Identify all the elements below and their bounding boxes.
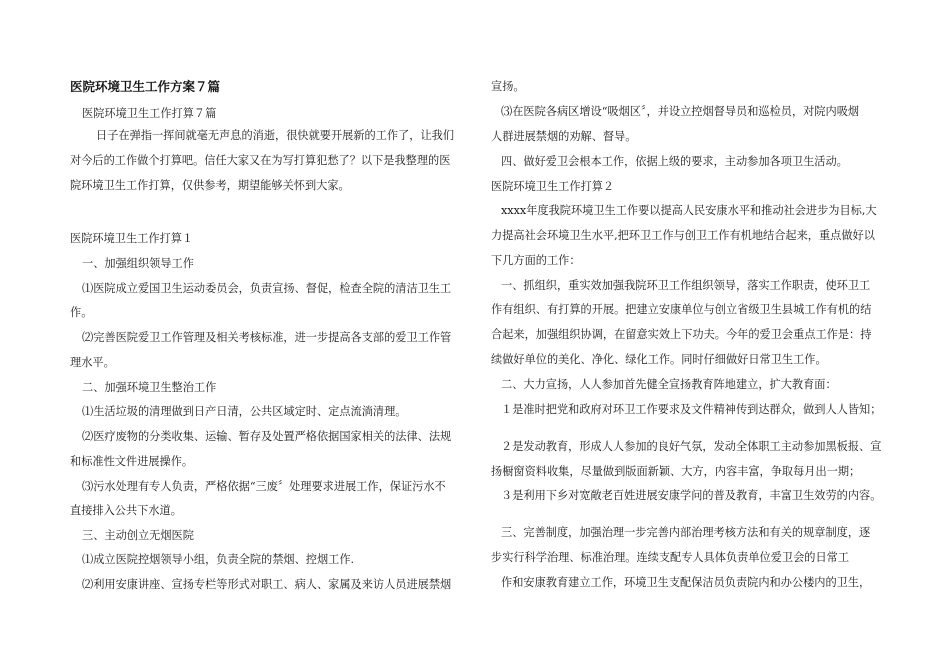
list-item: １是准时把党和政府对环卫工作要求及文件精神传到达群众，做到人人皆知； <box>501 403 882 416</box>
paragraph-line: 作和安康教育建立工作，环境卫生支配保洁员负责院内和办公楼内的卫生， <box>501 576 871 589</box>
paragraph-line: 力提高社会环境卫生水平,把环卫工作与创卫工作有机地结合起来，重点做好以 <box>491 229 875 242</box>
paragraph-line: 作有组织、有打算的开展。把建立安康单位与创立省级卫生县城工作有机的结 <box>491 303 872 316</box>
list-item: ⑴成立医院控烟领导小组，负责全院的禁烟、控烟工作. <box>82 553 355 566</box>
intro-line: 日子在弹指一挥间就毫无声息的消逝，很快就要开展新的工作了，让我们 <box>96 129 455 142</box>
document-title: 医院环境卫生工作方案７篇 <box>70 79 221 94</box>
list-item-cont: 作。 <box>70 306 93 319</box>
document-subtitle: 医院环境卫生工作打算７篇 <box>82 107 217 120</box>
list-item: ２是发动教育，形成人人参加的良好气氛，发动全体职工主动参加黑板报、宣 <box>501 440 882 453</box>
list-item-cont: 理水平。 <box>70 356 115 369</box>
intro-line: 对今后的工作做个打算吧。信任大家又在为写打算犯愁了？以下是我整理的医 <box>70 154 451 167</box>
paragraph-line: 一、抓组织，重实效加强我院环卫工作组织领导，落实工作职责，使环卫工 <box>501 279 871 292</box>
section-heading: 二、大力宣扬，人人参加首先健全宣扬教育阵地建立，扩大教育面： <box>501 378 837 391</box>
list-item-cont: 和标准性文件进展操作。 <box>70 455 194 468</box>
list-item: ⑵医疗废物的分类收集、运输、暂存及处置严格依据国家相关的法律、法规 <box>82 430 452 443</box>
list-item: ⑵完善医院爱卫工作管理及相关考核标准，进一步提高各支部的爱卫工作管 <box>82 331 452 344</box>
list-item: ⑵利用安康讲座、宣扬专栏等形式对职工、病人、家属及来访人员进展禁烟 <box>82 578 452 591</box>
paragraph-line: xxxx年度我院环境卫生工作要以提高人民安康水平和推动社会进步为目标,大 <box>501 204 877 217</box>
section-heading: 三、主动创立无烟医院 <box>82 529 194 542</box>
list-item: ⑶在医院各病区增设“吸烟区〞，并设立控烟督导员和巡检员，对院内吸烟 <box>501 105 860 118</box>
list-item-cont: 宣扬。 <box>491 80 525 93</box>
plan1-heading: 医院环境卫生工作打算１ <box>70 232 194 245</box>
paragraph-line: 合起来，加强组织协调，在留意实效上下功夫。今年的爱卫会重点工作是：持 <box>491 328 872 341</box>
section-heading: 二、加强环境卫生整治工作 <box>82 381 217 394</box>
list-item-cont: 人群进展禁烟的劝解、督导。 <box>491 130 637 143</box>
paragraph-line: 步实行科学治理、标准治理。连续支配专人具体负责单位爱卫会的日常工 <box>491 551 850 564</box>
list-item-cont: 直接排入公共下水道。 <box>70 504 182 517</box>
paragraph-line: 续做好单位的美化、净化、绿化工作。同时仔细做好日常卫生工作。 <box>491 353 827 366</box>
list-item: ⑴生活垃圾的清理做到日产日清，公共区域定时、定点流淌清理。 <box>82 405 407 418</box>
list-item: ⑴医院成立爱国卫生运动委员会，负责宣扬、督促，检查全院的清洁卫生工 <box>82 282 452 295</box>
paragraph-line: 下几方面的工作： <box>491 254 581 267</box>
list-item-cont: 扬橱窗资料收集，尽量做到版面新颖、大方，内容丰富，争取每月出一期； <box>491 465 861 478</box>
section-heading: 四、做好爱卫会根本工作，依据上级的要求，主动参加各项卫生活动。 <box>501 155 848 168</box>
section-heading: 一、加强组织领导工作 <box>82 257 194 270</box>
paragraph-line: 三、完善制度，加强治理一步完善内部治理考核方法和有关的规章制度，逐 <box>501 526 871 539</box>
list-item: ３是利用下乡对宽敞老百姓进展安康学问的普及教育，丰富卫生效劳的内容。 <box>501 489 882 502</box>
plan2-heading: 医院环境卫生工作打算２ <box>491 180 615 193</box>
list-item: ⑶污水处理有专人负责，严格依据“三废〞处理要求进展工作，保证污水不 <box>82 480 446 493</box>
intro-line: 院环境卫生工作打算，仅供参考，期望能够关怀到大家。 <box>70 179 350 192</box>
